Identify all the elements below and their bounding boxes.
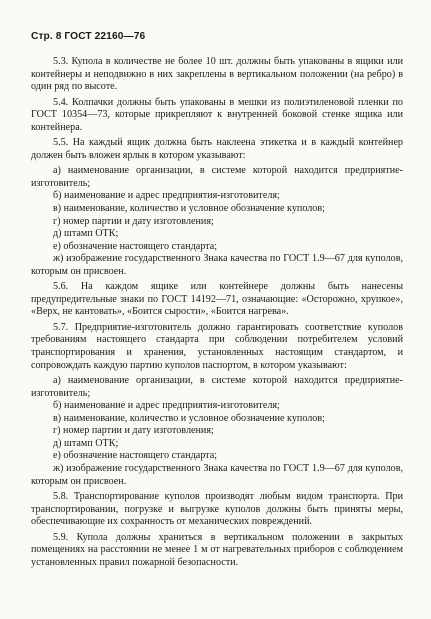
paragraph-5-8: 5.8. Транспортирование куполов производят любым видом транспорта. При транспортировании, погрузке и выгрузке куполов должны быть приняты меры, обеспечивающие их сохранность от механических повреждений. <box>31 491 403 528</box>
list-item: д) штамп ОТК; <box>53 437 119 449</box>
list-item: б) наименование и адрес предприятия-изготовителя; <box>53 400 280 412</box>
paragraph-5-9: 5.9. Купола должны храниться в вертикальном положении в закрытых помещениях на расстоянии не менее 1 м от нагревательных приборов с соблюдением установленных правил пожарной безопасности. <box>31 531 403 568</box>
list-item: а) наименование организации, в системе которой находится предприятие-изготовитель; <box>31 375 403 399</box>
passport-contents-list <box>31 375 403 488</box>
list-item: д) штамп ОТК; <box>53 228 119 240</box>
list-item: б) наименование и адрес предприятия-изготовителя; <box>53 190 280 202</box>
label-contents-list <box>31 165 403 278</box>
list-item: а) наименование организации, в системе которой находится предприятие-изготовитель; <box>31 165 403 189</box>
paragraph-5-7: 5.7. Предприятие-изготовитель должно гарантировать соответствие куполов требованиям настоящего стандарта при соблюдении потребителем условий транспортирования и хранения, установленных настоящим стандартом, и сопровождать каждую партию куполов паспортом, в котором указывают: <box>31 321 403 371</box>
list-item: г) номер партии и дату изготовления; <box>53 215 214 227</box>
list-item: ж) изображение государственного Знака качества по ГОСТ 1.9—67 для куполов, которым он присвоен. <box>31 253 403 277</box>
list-item: ж) изображение государственного Знака качества по ГОСТ 1.9—67 для куполов, которым он присвоен. <box>31 462 403 487</box>
paragraph-5-5: 5.5. На каждый ящик должна быть наклеена этикетка и в каждый контейнер должен быть вложен ярлык в котором указывают: <box>31 137 403 161</box>
list-item: г) номер партии и дату изготовления; <box>53 425 214 437</box>
list-item: в) наименование, количество и условное обозначение куполов; <box>53 412 325 424</box>
paragraph-5-3: 5.3. Купола в количестве не более 10 шт. должны быть упакованы в ящики или контейнеры и неподвижно в них закреплены в вертикальном положении (на ребро) в один ряд по высоте. <box>31 56 403 93</box>
page-header: Стр. 8 ГОСТ 22160—76 <box>31 31 146 42</box>
paragraph-5-4: 5.4. Колпачки должны быть упакованы в мешки из полиэтиленовой пленки по ГОСТ 10354—73, которые прикрепляют к внутренней боковой стенке ящика или контейнера. <box>31 96 403 133</box>
paragraph-5-6: 5.6. На каждом ящике или контейнере должны быть нанесены предупредительные знаки по ГОСТ 14192—71, означающие: «Осторожно, хрупкое», «Верх, не кантовать», «Боится сырости», «Боится нагрева». <box>31 281 403 318</box>
list-item: е) обозначение настоящего стандарта; <box>53 240 218 252</box>
list-item: в) наименование, количество и условное обозначение куполов; <box>53 203 325 215</box>
document-body <box>31 56 403 572</box>
list-item: е) обозначение настоящего стандарта; <box>53 450 218 462</box>
